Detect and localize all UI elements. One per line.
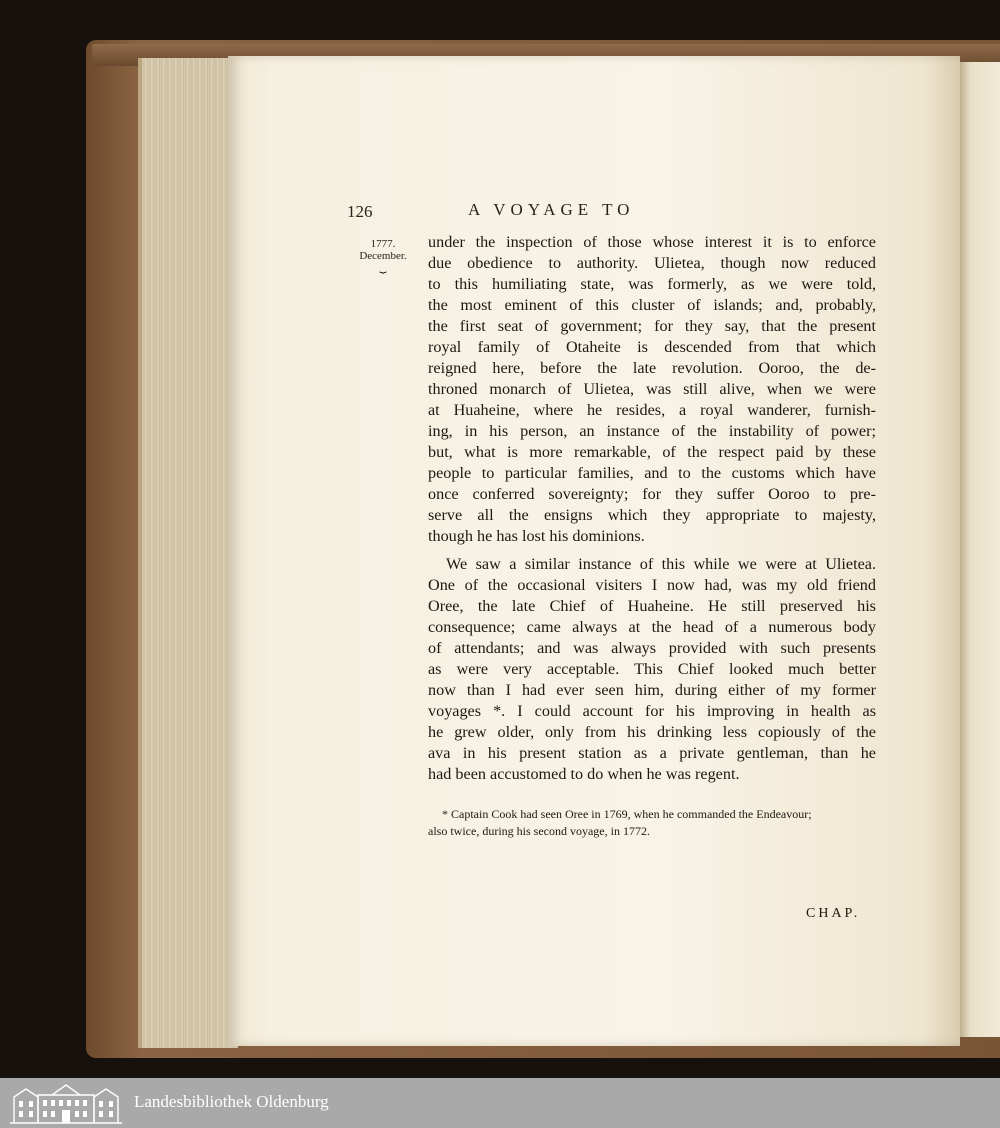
library-name: Landesbibliothek Oldenburg bbox=[134, 1092, 329, 1111]
text-line: due obedience to authority. Ulietea, though now reduced bbox=[428, 254, 876, 272]
footnote bbox=[428, 806, 880, 840]
text-line: ing, in his person, an instance of the instability of power; bbox=[428, 422, 876, 440]
footnote-line: * Captain Cook had seen Oree in 1769, when he commanded the Endeavour; bbox=[442, 807, 812, 821]
text-line: he grew older, only from his drinking less copiously of the bbox=[428, 723, 876, 741]
text-line: voyages *. I could account for his improving in health as bbox=[428, 702, 876, 720]
text-line: consequence; came always at the head of a numerous body bbox=[428, 618, 876, 636]
brace-icon: ⏟ bbox=[379, 259, 387, 273]
text-line: Oree, the late Chief of Huaheine. He still preserved his bbox=[428, 597, 876, 615]
text-line: once conferred sovereignty; for they suffer Ooroo to pre- bbox=[428, 485, 876, 503]
facing-page-edge bbox=[958, 62, 1000, 1037]
text-line: serve all the ensigns which they appropriate to majesty, bbox=[428, 506, 876, 524]
text-line: the first seat of government; for they say, that the present bbox=[428, 317, 876, 335]
paragraph-2 bbox=[428, 554, 876, 785]
text-line: reigned here, before the late revolution. Ooroo, the de- bbox=[428, 359, 876, 377]
catchword: CHAP. bbox=[806, 906, 861, 921]
text-line: people to particular families, and to the customs which have bbox=[428, 464, 876, 482]
footer-bar bbox=[0, 1078, 1000, 1128]
footnote-line: also twice, during his second voyage, in 1772. bbox=[428, 824, 650, 838]
page-edges bbox=[138, 58, 238, 1048]
text-line: under the inspection of those whose interest it is to enforce bbox=[428, 233, 876, 251]
text-line: of attendants; and was always provided with such presents bbox=[428, 639, 876, 657]
text-line: at Huaheine, where he resides, a royal wanderer, furnish- bbox=[428, 401, 876, 419]
text-line: throned monarch of Ulietea, was still alive, when we were bbox=[428, 380, 876, 398]
margin-note bbox=[352, 238, 414, 273]
text-line: now than I had ever seen him, during either of my former bbox=[428, 681, 876, 699]
margin-note-year: 1777. bbox=[370, 238, 396, 250]
page-number: 126 bbox=[347, 202, 373, 221]
text-line: had been accustomed to do when he was regent. bbox=[428, 765, 740, 783]
text-line: though he has lost his dominions. bbox=[428, 527, 645, 545]
text-line: to this humiliating state, was formerly, as we were told, bbox=[428, 275, 876, 293]
text-line: but, what is more remarkable, of the respect paid by these bbox=[428, 443, 876, 461]
library-building-icon bbox=[8, 1081, 124, 1125]
running-head: A VOYAGE TO bbox=[468, 200, 635, 219]
paragraph-1 bbox=[428, 232, 876, 547]
text-line: the most eminent of this cluster of islands; and, probably, bbox=[428, 296, 876, 314]
text-line: We saw a similar instance of this while we were at Ulietea. bbox=[446, 555, 876, 573]
text-line: royal family of Otaheite is descended from that which bbox=[428, 338, 876, 356]
text-line: as were very acceptable. This Chief looked much better bbox=[428, 660, 876, 678]
text-line: ava in his present station as a private gentleman, than he bbox=[428, 744, 876, 762]
margin-note-month: December. bbox=[359, 250, 407, 262]
text-line: One of the occasional visiters I now had, was my old friend bbox=[428, 576, 876, 594]
